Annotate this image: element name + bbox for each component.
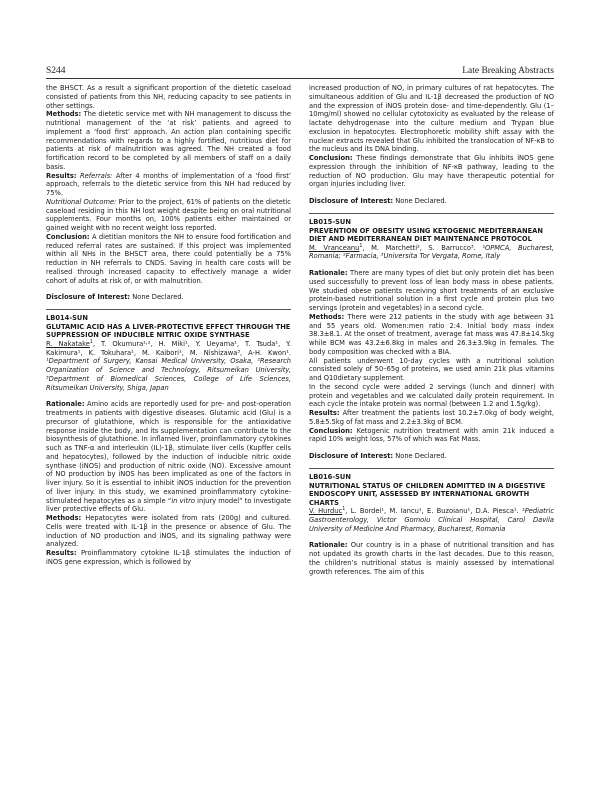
conclusion2-paragraph: Conclusion: Ketogenic nutrition treatment with amin 21k induced a rapid 10% weight loss, 57% of which was Fat Mass. (309, 426, 554, 444)
methods-paragraph: Methods: There were 212 patients in the study with age between 31 and 55 years old. Women:men ratio 2:4. Initial body mass index 38.3±8.1. At the onset of treatment, average fat mass was 47.8±14.5kg while BCM was 43.2±6.8kg in males and 26.3±3.9kg in females. The body composition was checked with a BIA. (309, 312, 554, 356)
left-column (46, 84, 291, 567)
abstract-separator (309, 468, 554, 469)
disclosure-line: Disclosure of Interest: None Declared. (46, 293, 184, 302)
results-paragraph: Results: After treatment the patients lost 10.2±7.0kg of body weight, 5.8±5.5kg of fat mass and 2.2±3.3kg of BCM. (309, 409, 554, 426)
abstract-code: LB014-SUN (46, 314, 88, 322)
abstract-authors: M. Vranceanu$^1$, M. Marchetti², S. Barrucco³. ¹OPMCA, Bucharest, Romania; ²Farmacia, ³Universita Tor Vergata, Rome, Italy (309, 243, 554, 261)
abstract-title: GLUTAMIC ACID HAS A LIVER-PROTECTIVE EFFECT THROUGH THE SUPPRESSION OF INDUCIBLE NITRIC OXIDE SYNTHASE (46, 322, 291, 340)
disclosure-line: Disclosure of Interest: None Declared. (309, 452, 447, 460)
methods-paragraph: Methods: The dietetic service met with NH management to discuss the nutritional management of the ‘at risk’ patients and agreed to implement a ‘food first’ approach. An action plan containing specific recommendations with regards to a highly fortified, nutritious diet for patients at risk of malnutrition was agreed. The NH created a food fortification record to be completed by all members of staff on a daily basis. (46, 110, 291, 171)
methods2-paragraph: Methods: Hepatocytes were isolated from rats (200g) and cultured. Cells were treated with IL-1β in the presence or absence of Glu. The induction of NO production and iNOS, and its signaling pathway were analyzed. (46, 514, 291, 549)
abstract-code: LB016-SUN (309, 472, 351, 481)
continued-paragraph: the BHSCT. As a result a significant proportion of the dietetic caseload consisted of patients from this NH, reducing capacity to see patients in other settings. (46, 84, 291, 110)
header-rule (46, 78, 554, 79)
abstract-separator (46, 309, 291, 310)
disclosure-line: Disclosure of Interest: None Declared. (309, 197, 447, 205)
methods-paragraph-2: All patients underwent 10-day cycles with a nutritional solution consisted solely of 50–65g of proteins, we used amin 21k plus vitamins and Q10dietary supplement. (309, 356, 554, 382)
abstract-title: PREVENTION OF OBESITY USING KETOGENIC MEDITERRANEAN DIET AND MEDITERRANEAN DIET MAINTENANCE PROTOCOL (309, 226, 543, 243)
right-column (309, 84, 554, 576)
page-header (46, 66, 554, 76)
conclusion-paragraph: Conclusion: These findings demonstrate that Glu inhibits iNOS gene expression through the inhibition of NF-κB pathway, leading to the reduction of NO production. Glu may have therapeutic potential for organ injuries including liver. (309, 154, 554, 189)
rationale-paragraph: Rationale: Amino acids are reportedly used for pre- and post-operation treatments in patients with digestive diseases. Glutamic acid (Glu) is a precursor of glutathione, which is responsible for the antioxidative response inside the body, and its supplementation can contribute to the biosynthesis of glutathione. In inflamed liver, proinflammatory cytokines such as TNF-α and interleukin (IL)-1β, stimulate liver cells (Kupffer cells and hepatocytes), followed by the induction of inducible nitric oxide synthase (iNOS) and production of nitric oxide (NO). Excessive amount of NO production by iNOS has been implicated as one of the factors in liver injury. So it is essential to inhibit iNOS induction for the prevention of liver injury. In this study, we examined proinflammatory cytokine-stimulated hepatocytes as a simple “in vitro injury model” to investigate liver protective effects of Glu. (46, 400, 291, 514)
journal-section: Late Breaking Abstracts (462, 66, 554, 76)
rationale2-paragraph: Rationale: Our country is in a phase of nutritional transition and has not updated its growth charts in the last decades. Due to this reason, the children’s nutritional status is mainly assessed by international growth references. The aim of this (309, 541, 554, 576)
conclusion-paragraph: Conclusion: A dietitian monitors the NH to ensure food fortification and reduced referral rates are sustained. If this project was implemented within all NHs in the BHSCT area, there could potentially be a 75% reduction in NH referrals to CNDS. Saving in health care costs will be realised through increased capacity to effectively manage a wider cohort of adults at risk of, or with malnutrition. (46, 232, 291, 285)
abstract-separator (309, 213, 554, 214)
abstract-title: NUTRITIONAL STATUS OF CHILDREN ADMITTED IN A DIGESTIVE ENDOSCOPY UNIT, ASSESSED BY INTERNATIONAL GROWTH CHARTS (309, 481, 546, 507)
page-number: S244 (46, 66, 66, 76)
nutritional-outcome-paragraph: Nutritional Outcome: Prior to the project, 61% of patients on the dietetic caseload residing in this NH lost weight despite being on oral nutritional supplements. Four months on, 100% patients either maintained or gained weight with no recent weight loss reported. (46, 197, 291, 232)
continued-paragraph: increased production of NO, in primary cultures of rat hepatocytes. The simultaneous addition of Glu and IL-1β decreased the production of NO and the expression of iNOS protein dose- and time-dependently. Glu (1–10mg/ml) showed no cellular cytotoxicity as evaluated by the release of lactate dehydrogenase into the culture medium and Trypan blue exclusion in hepatocytes. Electrophoretic mobility shift assay with the nuclear extracts revealed that Glu inhibited the translocation of NF-κB to the nucleus and its DNA binding. (309, 84, 554, 154)
abstract-code: LB015-SUN (309, 217, 351, 226)
results2-paragraph: Results: Proinflammatory cytokine IL-1β stimulates the induction of iNOS gene expression, which is followed by (46, 549, 291, 566)
methods-paragraph-3: In the second cycle were added 2 servings (lunch and dinner) with protein and vegetables and we calculated daily protein requirement. In each cycle the intake protein was normal (between 1.2 and 1.5g/kg). (309, 382, 554, 409)
abstract-authors: V. Hurduc$^1$, L. Bordei¹, M. Iancu¹, E. Buzoianu¹, D.A. Piesca¹. ¹Pediatric Gastroenterology, Victor Gomoiu Clinical Hospital, Carol Davila University of Medicine And Pharmacy, Bucharest, Romania (309, 506, 554, 533)
abstract-authors: R. Nakatake$^1$, T. Okumura¹˒², H. Miki¹, Y. Ueyama¹, T. Tsuda¹, Y. Kakimura¹, K. Tokuhara¹, M. Kaibori¹, M. Nishizawa³, A-H. Kwon¹. ¹Department of Surgery, Kansai Medical University, Osaka, ²Research Organization of Science and Technology, Ritsumeikan University, ³Department of Biomedical Sciences, College of Life Sciences, Ritsumeikan University, Shiga, Japan (46, 339, 291, 392)
rationale-paragraph: Rationale: There are many types of diet but only protein diet has been used successfully to prevent loss of lean body mass in obese patients. We studied obese patients receiving short treatments of an exclusive protein-based nutritional solution in a first cycle and protein plus two servings (protein and vegetables) in a second cycle. (309, 269, 554, 312)
results-paragraph: Results: Referrals: After 4 months of implementation of a ‘food first’ approach, referrals to the dietetic service from this NH had reduced by 75%. (46, 171, 291, 197)
